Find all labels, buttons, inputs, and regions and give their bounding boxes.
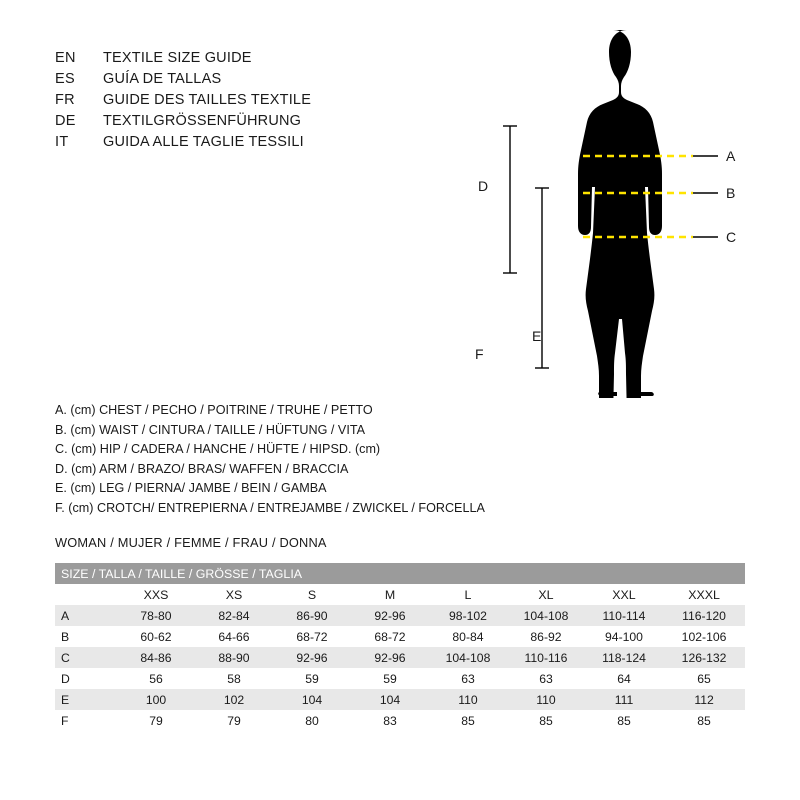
table-cell: 112 <box>663 689 745 710</box>
table-row <box>55 668 745 689</box>
table-title: SIZE / TALLA / TAILLE / GRÖSSE / TAGLIA <box>55 563 745 584</box>
table-col-header: XXXL <box>663 584 745 605</box>
table-cell: 118-124 <box>585 647 663 668</box>
title-row <box>55 134 475 155</box>
legend-line-a: A. (cm) CHEST / PECHO / POITRINE / TRUHE / PETTO <box>55 403 373 417</box>
row-label: C <box>55 647 117 668</box>
table-cell: 60-62 <box>117 626 195 647</box>
language-code: EN <box>55 50 76 66</box>
table-cell: 63 <box>429 668 507 689</box>
table-row <box>55 689 745 710</box>
table-header-row <box>55 584 745 605</box>
diagram-label-c: C <box>726 229 737 245</box>
female-body-silhouette <box>578 30 662 398</box>
gender-label: WOMAN / MUJER / FEMME / FRAU / DONNA <box>55 535 327 550</box>
language-code: IT <box>55 134 69 150</box>
legend-line-b: B. (cm) WAIST / CINTURA / TAILLE / HÜFTUNG / VITA <box>55 422 365 437</box>
table-cell: 85 <box>507 710 585 731</box>
language-title-block <box>55 50 475 155</box>
title-row <box>55 71 475 92</box>
table-cell: 83 <box>351 710 429 731</box>
table-cell: 79 <box>195 710 273 731</box>
table-cell: 126-132 <box>663 647 745 668</box>
table-col-header: S <box>273 584 351 605</box>
table-cell: 100 <box>117 689 195 710</box>
table-cell: 65 <box>663 668 745 689</box>
language-title: GUIDE DES TAILLES TEXTILE <box>103 92 312 108</box>
table-cell: 85 <box>585 710 663 731</box>
table-cell: 110-114 <box>585 605 663 626</box>
title-row <box>55 92 475 113</box>
row-label: B <box>55 626 117 647</box>
legend-line-e: E. (cm) LEG / PIERNA/ JAMBE / BEIN / GAMBA <box>55 481 327 496</box>
row-label: D <box>55 668 117 689</box>
legend-block <box>55 401 525 519</box>
title-row <box>55 50 475 71</box>
language-code: FR <box>55 92 75 108</box>
table-cell: 102 <box>195 689 273 710</box>
table-cell: 79 <box>117 710 195 731</box>
table-row <box>55 605 745 626</box>
language-title: TEXTILE SIZE GUIDE <box>103 50 252 66</box>
table-title-row <box>55 563 745 584</box>
table-cell: 64-66 <box>195 626 273 647</box>
table-cell: 82-84 <box>195 605 273 626</box>
table-cell: 110 <box>507 689 585 710</box>
language-code: ES <box>55 71 75 87</box>
table-cell: 98-102 <box>429 605 507 626</box>
table-col-header: XS <box>195 584 273 605</box>
table-cell: 92-96 <box>273 647 351 668</box>
language-title: GUIDA ALLE TAGLIE TESSILI <box>103 134 304 150</box>
table-cell: 78-80 <box>117 605 195 626</box>
table-cell: 64 <box>585 668 663 689</box>
diagram-label-d: D <box>478 178 489 194</box>
table-cell: 110-116 <box>507 647 585 668</box>
bracket-d <box>503 126 517 273</box>
size-table-container <box>55 563 745 731</box>
title-row <box>55 113 475 134</box>
table-cell: 68-72 <box>351 626 429 647</box>
table-cell: 80 <box>273 710 351 731</box>
table-cell: 59 <box>351 668 429 689</box>
row-label: E <box>55 689 117 710</box>
measurement-diagram <box>470 28 790 398</box>
label-leaders <box>693 156 718 237</box>
legend-line-c: C. (cm) HIP / CADERA / HANCHE / HÜFTE / HIPSD. (cm) <box>55 442 381 457</box>
table-cell: 80-84 <box>429 626 507 647</box>
table-cell: 84-86 <box>117 647 195 668</box>
diagram-label-f: F <box>475 346 484 362</box>
diagram-label-e: E <box>532 328 542 344</box>
table-cell: 86-92 <box>507 626 585 647</box>
legend-line-f: F. (cm) CROTCH/ ENTREPIERNA / ENTREJAMBE / ZWICKEL / FORCELLA <box>55 500 485 515</box>
language-title: GUÍA DE TALLAS <box>103 71 222 87</box>
table-cell: 116-120 <box>663 605 745 626</box>
table-cell: 92-96 <box>351 647 429 668</box>
table-cell: 58 <box>195 668 273 689</box>
table-cell: 104-108 <box>429 647 507 668</box>
table-cell: 85 <box>429 710 507 731</box>
table-cell: 68-72 <box>273 626 351 647</box>
table-cell: 63 <box>507 668 585 689</box>
table-col-header: XL <box>507 584 585 605</box>
table-cell: 94-100 <box>585 626 663 647</box>
table-row <box>55 710 745 731</box>
table-cell: 104 <box>273 689 351 710</box>
language-title: TEXTILGRÖSSENFÜHRUNG <box>103 113 302 129</box>
table-cell: 104-108 <box>507 605 585 626</box>
diagram-label-a: A <box>726 148 736 164</box>
table-row <box>55 647 745 668</box>
size-table <box>55 563 745 731</box>
table-cell: 111 <box>585 689 663 710</box>
table-cell: 104 <box>351 689 429 710</box>
table-cell: 102-106 <box>663 626 745 647</box>
table-cell: 86-90 <box>273 605 351 626</box>
table-cell: 59 <box>273 668 351 689</box>
table-col-header <box>55 584 117 605</box>
legend-line-d: D. (cm) ARM / BRAZO/ BRAS/ WAFFEN / BRACCIA <box>55 461 349 476</box>
row-label: A <box>55 605 117 626</box>
table-cell: 56 <box>117 668 195 689</box>
table-cell: 92-96 <box>351 605 429 626</box>
table-row <box>55 626 745 647</box>
table-col-header: XXS <box>117 584 195 605</box>
table-col-header: XXL <box>585 584 663 605</box>
table-col-header: L <box>429 584 507 605</box>
table-cell: 110 <box>429 689 507 710</box>
table-cell: 88-90 <box>195 647 273 668</box>
table-cell: 85 <box>663 710 745 731</box>
table-col-header: M <box>351 584 429 605</box>
diagram-label-b: B <box>726 185 736 201</box>
language-code: DE <box>55 113 76 129</box>
row-label: F <box>55 710 117 731</box>
